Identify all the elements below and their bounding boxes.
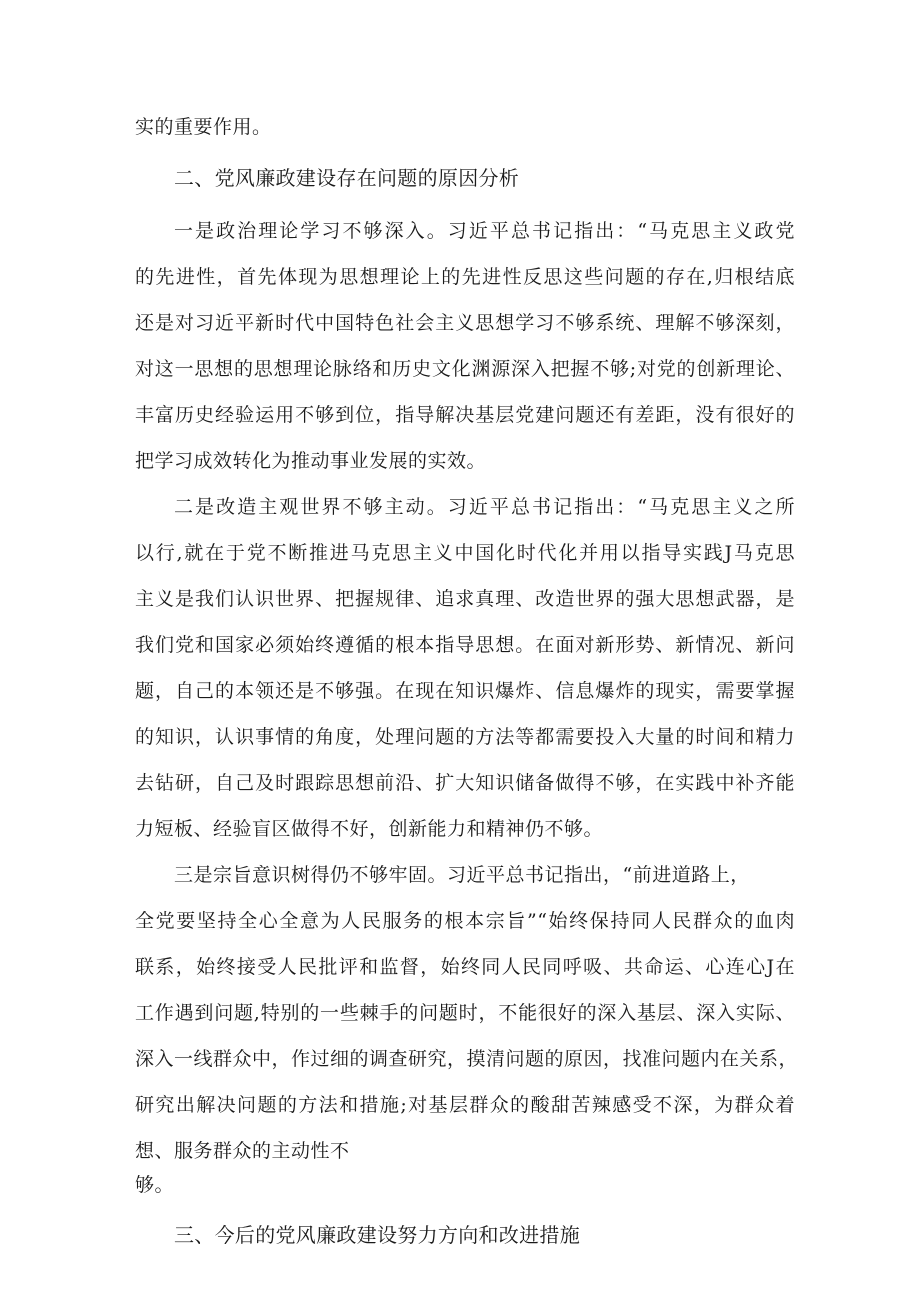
paragraph-line: 二是改造主观世界不够主动。习近平总书记指出：“马克思主义之所 [174,496,795,518]
paragraph-line: 一是政治理论学习不够深入。习近平总书记指出：“马克思主义政党 [174,220,795,242]
paragraph-line: 实的重要作用。 [135,116,272,138]
section-heading-2: 二、党风廉政建设存在问题的原因分析 [174,166,520,190]
paragraph-line: 去钻研，自己及时跟踪思想前沿、扩大知识储备做得不够，在实践中补齐能 [135,772,795,794]
paragraph-line: 题，自己的本领还是不够强。在现在知识爆炸、信息爆炸的现实，需要掌握 [135,680,795,702]
paragraph-line: 的知识，认识事情的角度，处理问题的方法等都需要投入大量的时间和精力 [135,726,795,748]
section-heading-3: 三、今后的党风廉政建设努力方向和改进措施 [174,1223,580,1247]
paragraph-line: 研究出解决问题的方法和措施;对基层群众的酸甜苦辣感受不深，为群众着 [135,1094,795,1116]
paragraph-line: 主义是我们认识世界、把握规律、追求真理、改造世界的强大思想武器，是 [135,588,795,610]
paragraph-line: 丰富历史经验运用不够到位，指导解决基层党建问题还有差距，没有很好的 [135,404,795,426]
paragraph-line: 力短板、经验盲区做得不好，创新能力和精神仍不够。 [135,818,604,840]
paragraph-line: 把学习成效转化为推动事业发展的实效。 [135,450,487,472]
paragraph-line: 联系，始终接受人民批评和监督，始终同人民同呼吸、共命运、心连心J在 [135,956,795,978]
paragraph-line: 对这一思想的思想理论脉络和历史文化渊源深入把握不够;对党的创新理论、 [135,358,795,380]
paragraph-line: 深入一线群众中，作过细的调查研究，摸清问题的原因，找准问题内在关系， [135,1048,799,1070]
paragraph-line: 还是对习近平新时代中国特色社会主义思想学习不够系统、理解不够深刻， [135,312,795,334]
paragraph-line: 以行,就在于党不断推进马克思主义中国化时代化并用以指导实践J马克思 [135,542,795,564]
paragraph-line: 够。 [135,1174,175,1196]
paragraph-line: 想、服务群众的主动性不 [135,1140,350,1162]
paragraph-line: 工作遇到问题,特别的一些棘手的问题时，不能很好的深入基层、深入实际、 [135,1002,795,1024]
paragraph-line: 三是宗旨意识树得仍不够牢固。习近平总书记指出，“前进道路上， [174,864,750,886]
paragraph-line: 的先进性，首先体现为思想理论上的先进性反思这些问题的存在,归根结底 [135,266,795,288]
paragraph-line: 我们党和国家必须始终遵循的根本指导思想。在面对新形势、新情况、新问 [135,634,795,656]
paragraph-line: 全党要坚持全心全意为人民服务的根本宗旨”“始终保持同人民群众的血肉 [135,910,795,932]
